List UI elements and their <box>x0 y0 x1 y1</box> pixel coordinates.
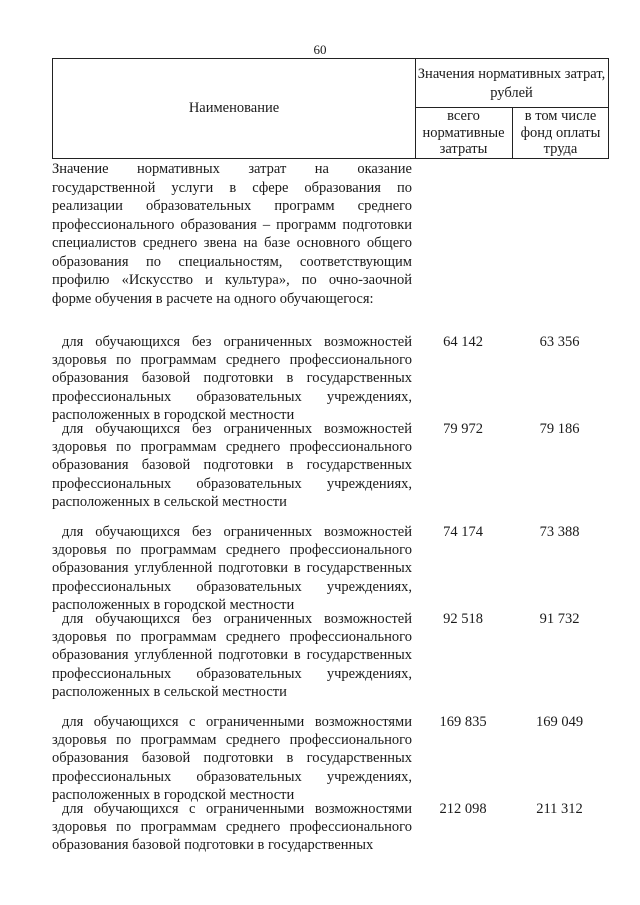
table-header <box>52 58 609 159</box>
row-description: для обучающихся без ограниченных возможностей здоровья по программам среднего профессионального образования базовой подготовки в государственных профессиональных образовательных учреждениях, расположенных в городской местности <box>52 334 412 423</box>
row-total-value: 92 518 <box>443 611 483 627</box>
row-wage-value: 211 312 <box>536 801 583 817</box>
column-header-values-group: Значения нормативных затрат, рублей <box>415 59 608 108</box>
column-header-wage: в том числе фонд оплаты труда <box>520 108 601 157</box>
column-header-total: всего нормативные затраты <box>415 108 513 158</box>
intro-paragraph: Значение нормативных затрат на оказание государственной услуги в сфере образования по реализации образовательных программ среднего профессионального образования – программ подготовки специалистов среднего звена на базе основного общего образования по специальностям, соответствующим профилю «Искусство и культура», по очно-заочной форме обучения в расчете на одного обучающегося: <box>52 161 412 307</box>
page-number: 60 <box>313 42 327 57</box>
row-total-value: 74 174 <box>443 524 483 540</box>
row-total-value: 212 098 <box>439 801 487 817</box>
row-wage-value: 91 732 <box>539 611 580 627</box>
row-total-value: 169 835 <box>439 714 487 730</box>
column-header-name: Наименование <box>53 59 416 158</box>
row-description: для обучающихся без ограниченных возможностей здоровья по программам среднего профессионального образования базовой подготовки в государственных профессиональных образовательных учреждениях, расположенных в сельской местности <box>52 421 412 510</box>
row-description: для обучающихся без ограниченных возможностей здоровья по программам среднего профессионального образования углубленной подготовки в государственных профессиональных образовательных учреждениях, расположенных в городской местности <box>52 524 412 613</box>
row-wage-value: 73 388 <box>539 524 580 540</box>
row-wage-value: 79 186 <box>539 421 580 437</box>
row-description: для обучающихся без ограниченных возможностей здоровья по программам среднего профессионального образования углубленной подготовки в государственных профессиональных образовательных учреждениях, расположенных в сельской местности <box>52 611 412 700</box>
row-description: для обучающихся с ограниченными возможностями здоровья по программам среднего профессионального образования базовой подготовки в государственных <box>52 801 412 854</box>
row-total-value: 79 972 <box>443 421 483 437</box>
row-total-value: 64 142 <box>443 334 483 350</box>
row-description: для обучающихся с ограниченными возможностями здоровья по программам среднего профессионального образования базовой подготовки в государственных профессиональных образовательных учреждениях, расположенных в городской местности <box>52 714 412 803</box>
row-wage-value: 169 049 <box>535 714 584 730</box>
row-wage-value: 63 356 <box>539 334 580 350</box>
